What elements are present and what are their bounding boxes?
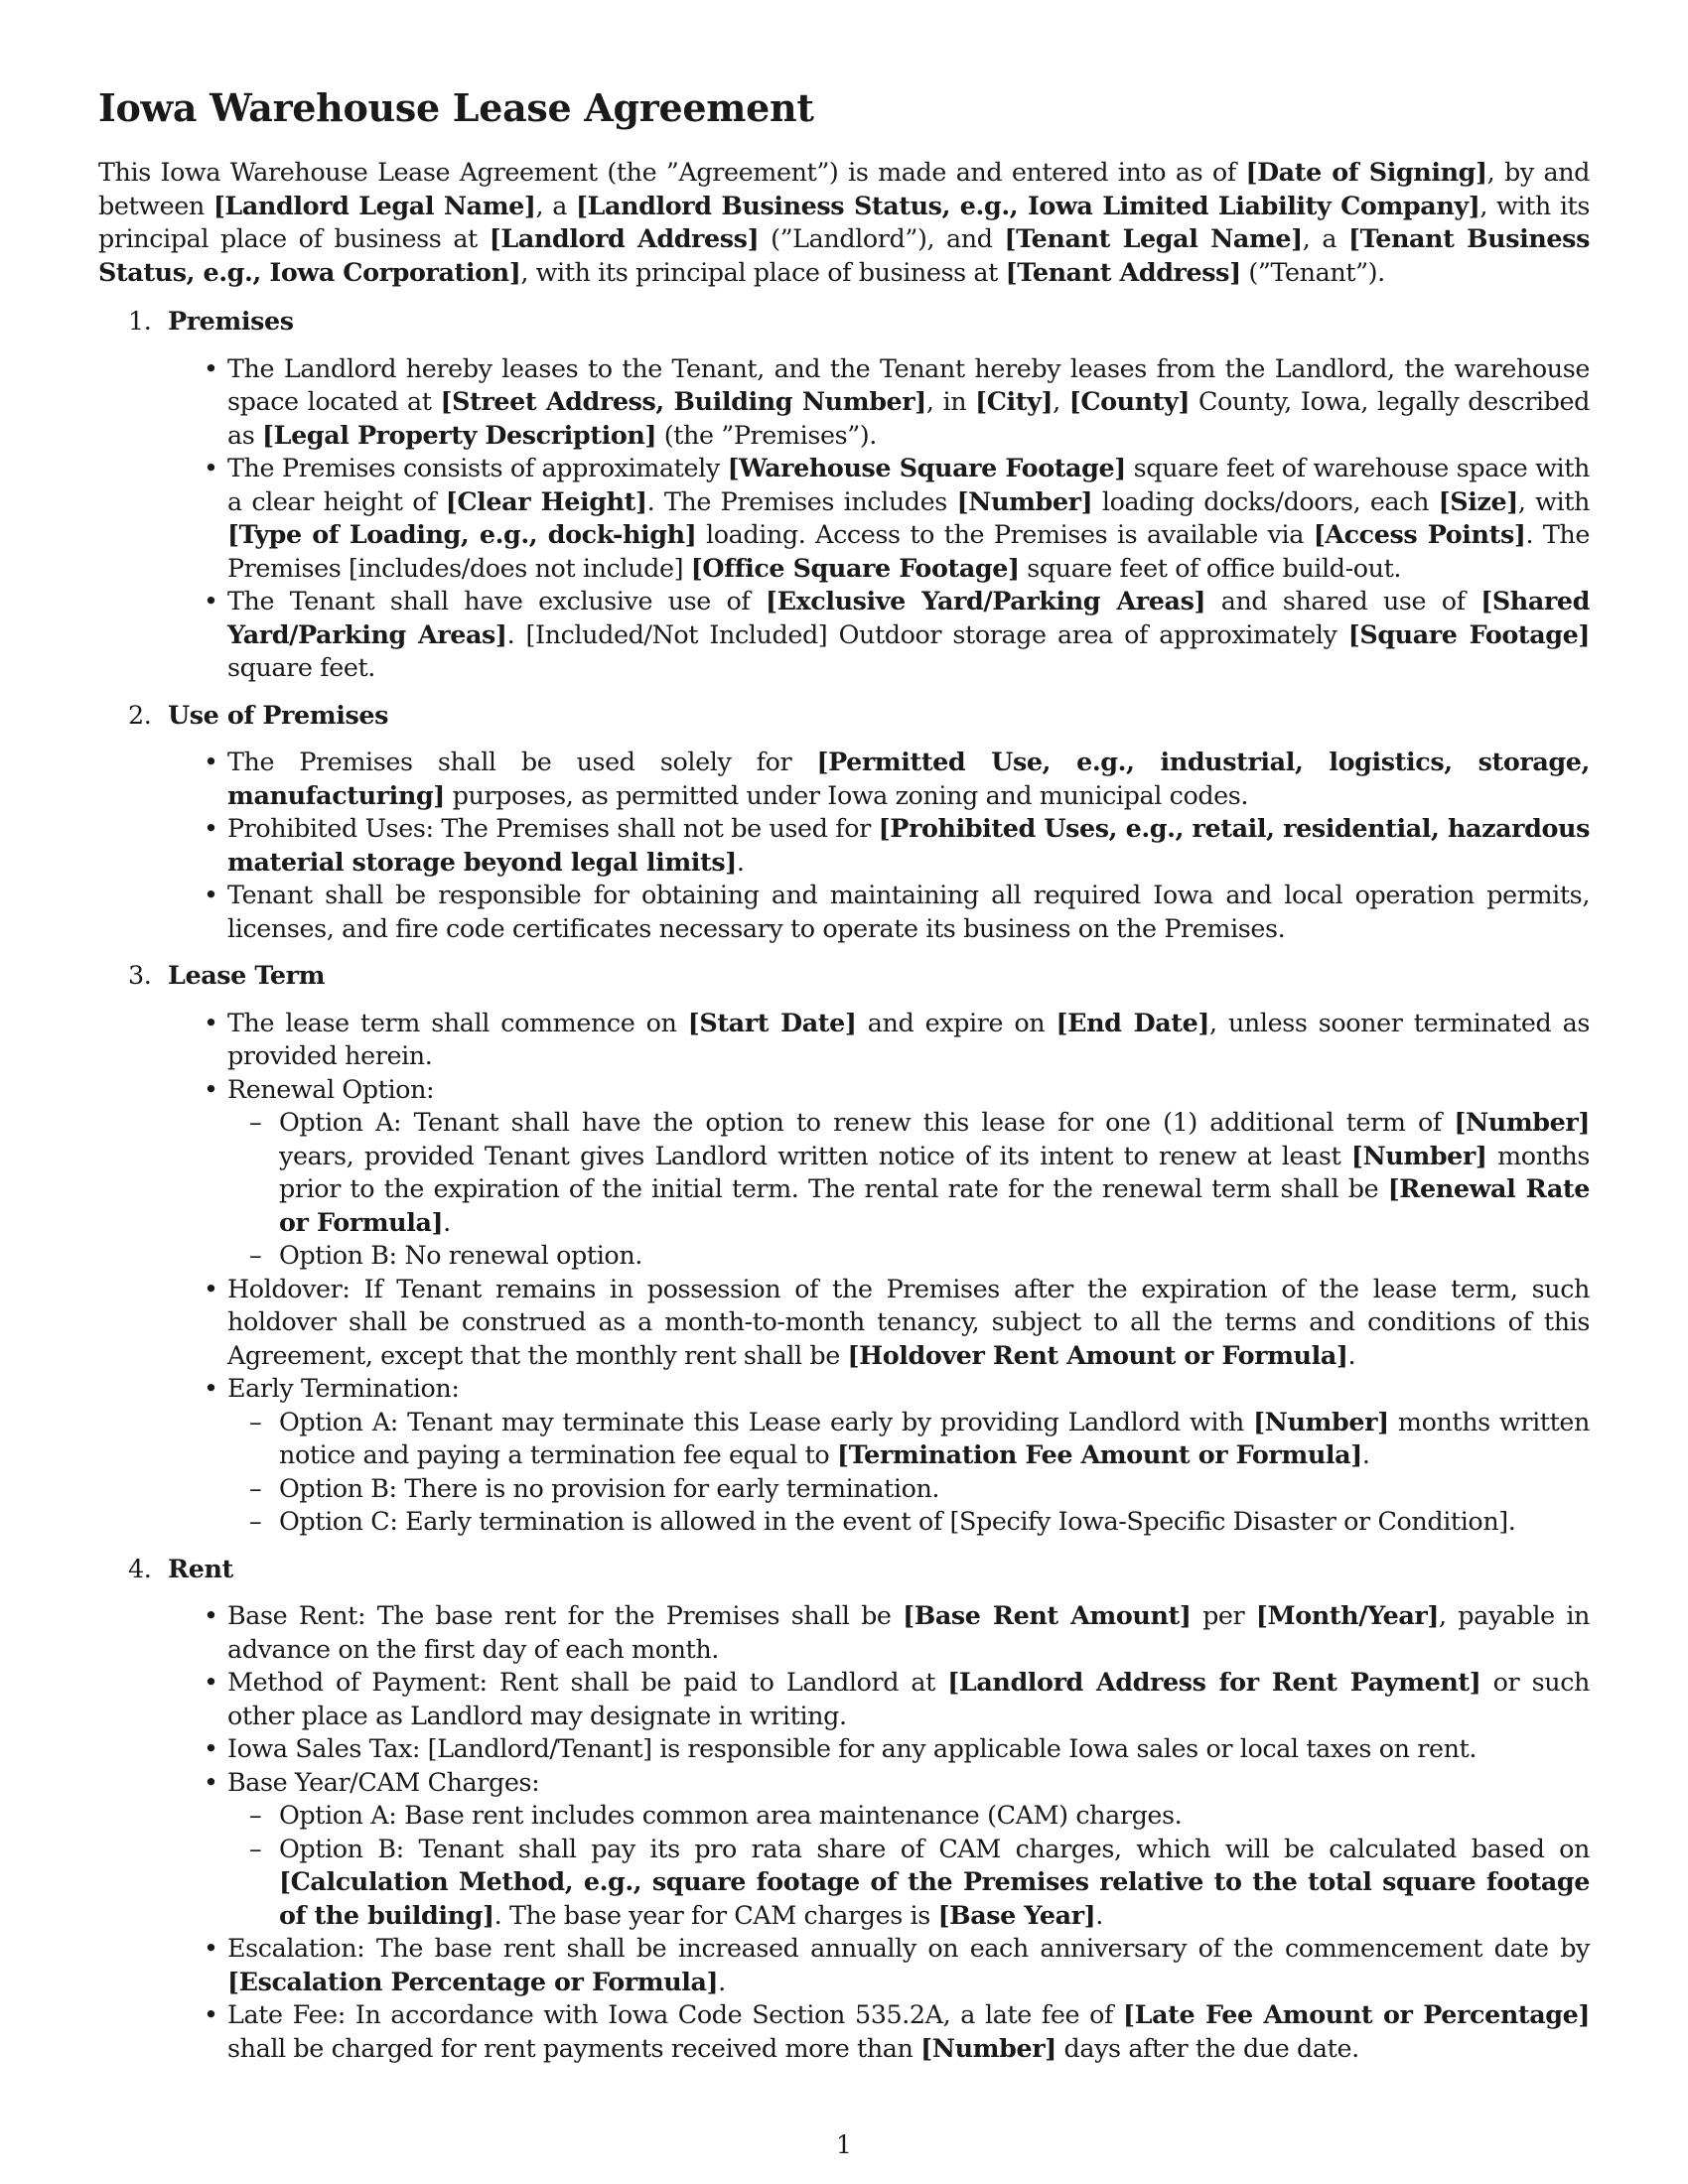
sub-list-item-text: Option A: Tenant may terminate this Lease early by providing Landlord with [Number] months written notice and paying a termination fee equal to [Termination Fee Amount or Formula]. [279,1406,1590,1469]
dash-icon: – [249,1506,262,1536]
placeholder-field: [Escalation Percentage or Formula] [227,1966,719,1996]
dash-icon: – [249,1472,262,1503]
placeholder-field: [Warehouse Square Footage] [727,453,1126,482]
list-item-text: The lease term shall commence on [Start Date] and expire on [End Date], unless sooner terminated as provided herein. [227,1007,1590,1070]
sub-list-item [249,1799,1590,1833]
sub-list [227,1799,1590,1932]
placeholder-field: [County] [1068,386,1191,416]
dash-icon: – [249,1800,262,1830]
section-title: Rent [168,1553,233,1583]
list-item-text: Iowa Sales Tax: [Landlord/Tenant] is responsible for any applicable Iowa sales or local taxes on rent. [227,1733,1477,1763]
section-2 [98,699,1590,946]
list-item-text: Early Termination: [227,1373,460,1403]
section-3 [98,959,1590,1539]
list-item [204,1932,1590,1998]
list-item [204,746,1590,812]
placeholder-field: [Landlord Legal Name] [212,190,536,220]
bullet-icon: • [204,1667,218,1697]
list-item-text: Base Year/CAM Charges: [227,1766,540,1797]
bullet-list [98,1599,1590,2065]
bullet-icon: • [204,1999,218,2029]
document-title: Iowa Warehouse Lease Agreement [98,85,814,130]
list-item [204,452,1590,585]
section-list [98,305,1590,2065]
list-item [204,1732,1590,1766]
bullet-icon: • [204,880,218,909]
placeholder-field: [Legal Property Description] [262,419,657,450]
bullet-icon: • [204,1733,218,1763]
list-item [204,1599,1590,1666]
intro-paragraph: This Iowa Warehouse Lease Agreement (the ”Agreement”) is made and entered into as of [Date of Signing], by and between [Landlord Legal Name], a [Landlord Business Status, e.g., Iowa Limited Liability Company], with its principal place of business at [Landlord Address] (”Landlord”), and [Tenant Legal Name], a [Tenant Business Status, e.g., Iowa Corporation], with its principal place of business at [Tenant Address] (”Tenant”). [98,157,1591,287]
placeholder-field: [Landlord Address for Rent Payment] [947,1667,1481,1697]
bullet-icon: • [204,1007,218,1037]
list-item-text: The Premises consists of approximately [Warehouse Square Footage] square feet of warehouse space with a clear height of [Clear Height]. The Premises includes [Number] loading docks/doors, each [Size], with [Type of Loading, e.g., dock-high] loading. Access to the Premises is available via [Access Points]. The Premises [includes/does not include] [Office Square Footage] square feet of office build-out. [227,453,1590,583]
placeholder-field: [Office Square Footage] [690,552,1020,583]
placeholder-field: [Square Footage] [1347,618,1590,649]
placeholder-field: [City] [975,386,1054,416]
list-item-text: The Tenant shall have exclusive use of [Exclusive Yard/Parking Areas] and shared use of [Shared Yard/Parking Areas]. [Included/Not Included] Outdoor storage area of approximately [Square Footage] square feet. [227,586,1590,682]
list-item [204,585,1590,685]
sub-list-item-text: Option B: No renewal option. [279,1240,642,1270]
placeholder-field: [Exclusive Yard/Parking Areas] [765,586,1206,615]
placeholder-field: [Permitted Use, e.g., industrial, logistics, storage, manufacturing] [227,747,1590,810]
placeholder-field: [Number] [1253,1406,1389,1436]
list-item-text: Escalation: The base rent shall be increased annually on each anniversary of the commencement date by [Escalation Percentage or Formula]. [227,1933,1590,1996]
list-item-text: Tenant shall be responsible for obtaining and maintaining all required Iowa and local operation permits, licenses, and fire code certificates necessary to operate its business on the Premises. [227,880,1590,943]
placeholder-field: [Holdover Rent Amount or Formula] [847,1339,1348,1370]
list-item [204,1766,1590,1933]
section-title: Lease Term [168,960,326,990]
list-item [204,1372,1590,1539]
bullet-icon: • [204,1933,218,1963]
list-item-text: Method of Payment: Rent shall be paid to Landlord at [Landlord Address for Rent Payment] or such other place as Landlord may designate in writing. [227,1667,1590,1730]
placeholder-field: [Termination Fee Amount or Formula] [836,1439,1362,1469]
placeholder-field: [Size] [1438,485,1518,516]
bullet-icon: • [204,352,218,383]
section-heading [128,959,1590,993]
placeholder-field: [Number] [920,2032,1056,2063]
section-number: 4. [128,1553,152,1583]
sub-list-item [249,1106,1590,1239]
bullet-icon: • [204,813,218,843]
list-item [204,352,1590,453]
section-title: Premises [168,306,294,336]
section-number: 2. [128,699,152,730]
bullet-list [98,1007,1590,1539]
list-item [204,1998,1590,2065]
bullet-list [98,746,1590,945]
list-item-text: Holdover: If Tenant remains in possession of the Premises after the expiration of the lease term, such holdover shall be construed as a month-to-month tenancy, subject to all the terms and conditions of this Agreement, except that the monthly rent shall be [Holdover Rent Amount or Formula]. [227,1273,1590,1370]
list-item-text: Prohibited Uses: The Premises shall not be used for [Prohibited Uses, e.g., retail, residential, hazardous material storage beyond legal limits]. [227,813,1590,877]
list-item [204,1073,1590,1273]
sub-list-item [249,1505,1590,1539]
placeholder-field: [Number] [1454,1107,1590,1137]
sub-list-item [249,1239,1590,1273]
placeholder-field: [Tenant Address] [1005,256,1241,287]
placeholder-field: [Base Year] [937,1899,1096,1930]
list-item-text: Renewal Option: [227,1073,435,1104]
sub-list-item [249,1406,1590,1472]
list-item [204,1007,1590,1073]
bullet-icon: • [204,1273,218,1303]
placeholder-field: [Base Rent Amount] [903,1600,1192,1630]
placeholder-field: [Tenant Legal Name] [1004,223,1303,253]
placeholder-field: [Street Address, Building Number] [440,386,926,416]
dash-icon: – [249,1240,262,1270]
list-item [204,879,1590,945]
section-1 [98,305,1590,685]
sub-list-item [249,1833,1590,1933]
list-item-text: The Premises shall be used solely for [Permitted Use, e.g., industrial, logistics, storage, manufacturing] purposes, as permitted under Iowa zoning and municipal codes. [227,747,1590,810]
dash-icon: – [249,1833,262,1863]
section-number: 3. [128,960,152,990]
section-number: 1. [128,306,152,336]
dash-icon: – [249,1107,262,1137]
list-item-text: Base Rent: The base rent for the Premises shall be [Base Rent Amount] per [Month/Year], payable in advance on the first day of each month. [227,1600,1590,1664]
placeholder-field: [Renewal Rate or Formula] [279,1173,1590,1237]
section-4 [98,1553,1590,2066]
sub-list-item [249,1472,1590,1506]
sub-list-item-text: Option B: There is no provision for early termination. [279,1472,940,1503]
bullet-icon: • [204,1600,218,1630]
list-item [204,1273,1590,1373]
placeholder-field: [Month/Year] [1255,1600,1439,1630]
list-item-text: The Landlord hereby leases to the Tenant, and the Tenant hereby leases from the Landlord, the warehouse space located at [Street Address, Building Number], in [City], [County] County, Iowa, legally described as [Legal Property Description] (the ”Premises”). [227,352,1590,450]
placeholder-field: [Calculation Method, e.g., square footage of the Premises relative to the total square footage of the building] [279,1866,1590,1930]
section-heading [128,1553,1590,1586]
page-number: 1 [836,2130,852,2159]
sub-list [227,1106,1590,1273]
bullet-icon: • [204,1766,218,1797]
list-item-text: Late Fee: In accordance with Iowa Code Section 535.2A, a late fee of [Late Fee Amount or Percentage] shall be charged for rent payments received more than [Number] days after the due date. [227,1999,1590,2063]
section-heading [128,699,1590,733]
bullet-list [98,352,1590,685]
bullet-icon: • [204,586,218,615]
placeholder-field: [Date of Signing] [1245,157,1487,187]
section-heading [128,305,1590,339]
placeholder-field: [Tenant Business Status, e.g., Iowa Corporation] [98,223,1590,287]
placeholder-field: [Number] [956,485,1093,516]
dash-icon: – [249,1406,262,1436]
placeholder-field: [Type of Loading, e.g., dock-high] [227,519,697,549]
bullet-icon: • [204,747,218,776]
list-item [204,1666,1590,1732]
placeholder-field: [Access Points] [1313,519,1526,549]
sub-list-item-text: Option A: Tenant shall have the option to renew this lease for one (1) additional term of [Number] years, provided Tenant gives Landlord written notice of its intent to renew at least [Number] months prior to the expiration of the initial term. The rental rate for the renewal term shall be [Renewal Rate or Formula]. [279,1107,1590,1237]
placeholder-field: [Prohibited Uses, e.g., retail, residential, hazardous material storage beyond legal limits] [227,813,1590,877]
document-page [98,85,1590,2079]
list-item [204,812,1590,879]
sub-list [227,1406,1590,1539]
placeholder-field: [Start Date] [687,1007,857,1037]
sub-list-item-text: Option C: Early termination is allowed in the event of [Specify Iowa-Specific Disaster or Condition]. [279,1506,1516,1536]
sub-list-item-text: Option B: Tenant shall pay its pro rata share of CAM charges, which will be calculated based on [Calculation Method, e.g., square footage of the Premises relative to the total square footage of the building]. The base year for CAM charges is [Base Year]. [279,1833,1590,1930]
sub-list-item-text: Option A: Base rent includes common area maintenance (CAM) charges. [279,1800,1183,1830]
bullet-icon: • [204,1073,218,1104]
placeholder-field: [Landlord Address] [489,223,760,253]
placeholder-field: [Clear Height] [445,485,647,516]
placeholder-field: [Landlord Business Status, e.g., Iowa Limited Liability Company] [575,190,1480,220]
bullet-icon: • [204,1373,218,1403]
bullet-icon: • [204,453,218,482]
placeholder-field: [Late Fee Amount or Percentage] [1123,1999,1590,2029]
section-title: Use of Premises [168,699,389,730]
placeholder-field: [Shared Yard/Parking Areas] [227,586,1590,649]
placeholder-field: [Number] [1350,1140,1487,1170]
placeholder-field: [End Date] [1055,1007,1209,1037]
